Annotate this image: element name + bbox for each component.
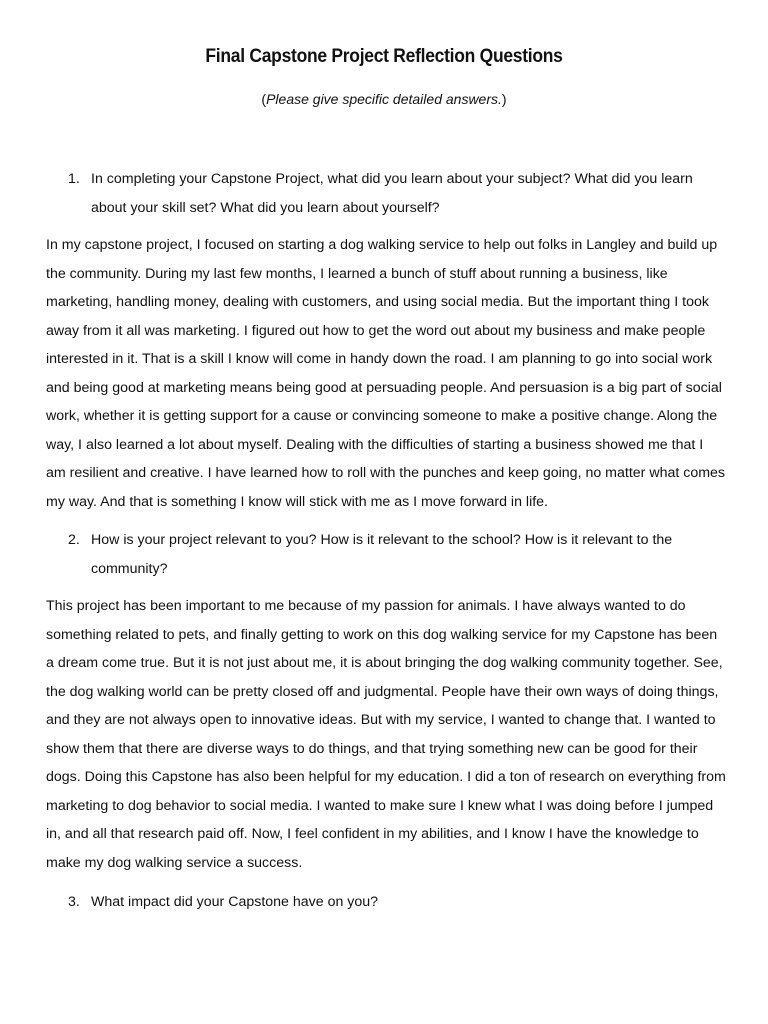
question-2 [46,526,726,583]
subtitle-close-paren: ) [501,91,507,107]
question-1 [46,165,726,222]
question-number: 3. [68,894,80,910]
question-text: What impact did your Capstone have on you? [91,894,379,910]
question-3 [46,888,726,917]
question-number: 2. [68,532,80,548]
document-subtitle [0,91,768,107]
question-text: In completing your Capstone Project, what did you learn about your subject? What did you learn about your skill set? What did you learn about yourself? [91,171,693,216]
answer-2: This project has been important to me because of my passion for animals. I have always wanted to do something related to pets, and finally getting to work on this dog walking service for my Capstone has been a dream come true. But it is not just about me, it is about bringing the dog walking community together. See, the dog walking world can be pretty closed off and judgmental. People have their own ways of doing things, and they are not always open to innovative ideas. But with my service, I wanted to change that. I wanted to show them that there are diverse ways to do things, and that trying something new can be good for their dogs. Doing this Capstone has also been helpful for my education. I did a ton of research on everything from marketing to dog behavior to social media. I wanted to make sure I knew what I was doing before I jumped in, and all that research paid off. Now, I feel confident in my abilities, and I know I have the knowledge to make my dog walking service a success. [46,598,726,871]
question-text: How is your project relevant to you? How is it relevant to the school? How is it relevant to the community? [91,532,673,577]
subtitle-instruction: Please give specific detailed answers. [266,91,502,107]
document-title: Final Capstone Project Reflection Questions [205,46,563,67]
subtitle-open-paren: ( [261,91,267,107]
question-number: 1. [68,171,80,187]
answer-1: In my capstone project, I focused on starting a dog walking service to help out folks in Langley and build up the community. During my last few months, I learned a bunch of stuff about running a business, like marketing, handling money, dealing with customers, and using social media. But the important thing I took away from it all was marketing. I figured out how to get the word out about my business and make people interested in it. That is a skill I know will come in handy down the road. I am planning to go into social work and being good at marketing means being good at persuading people. And persuasion is a big part of social work, whether it is getting support for a cause or convincing someone to make a positive change. Along the way, I also learned a lot about myself. Dealing with the difficulties of starting a business showed me that I am resilient and creative. I have learned how to roll with the punches and keep going, no matter what comes my way. And that is something I know will stick with me as I move forward in life. [46,237,726,510]
